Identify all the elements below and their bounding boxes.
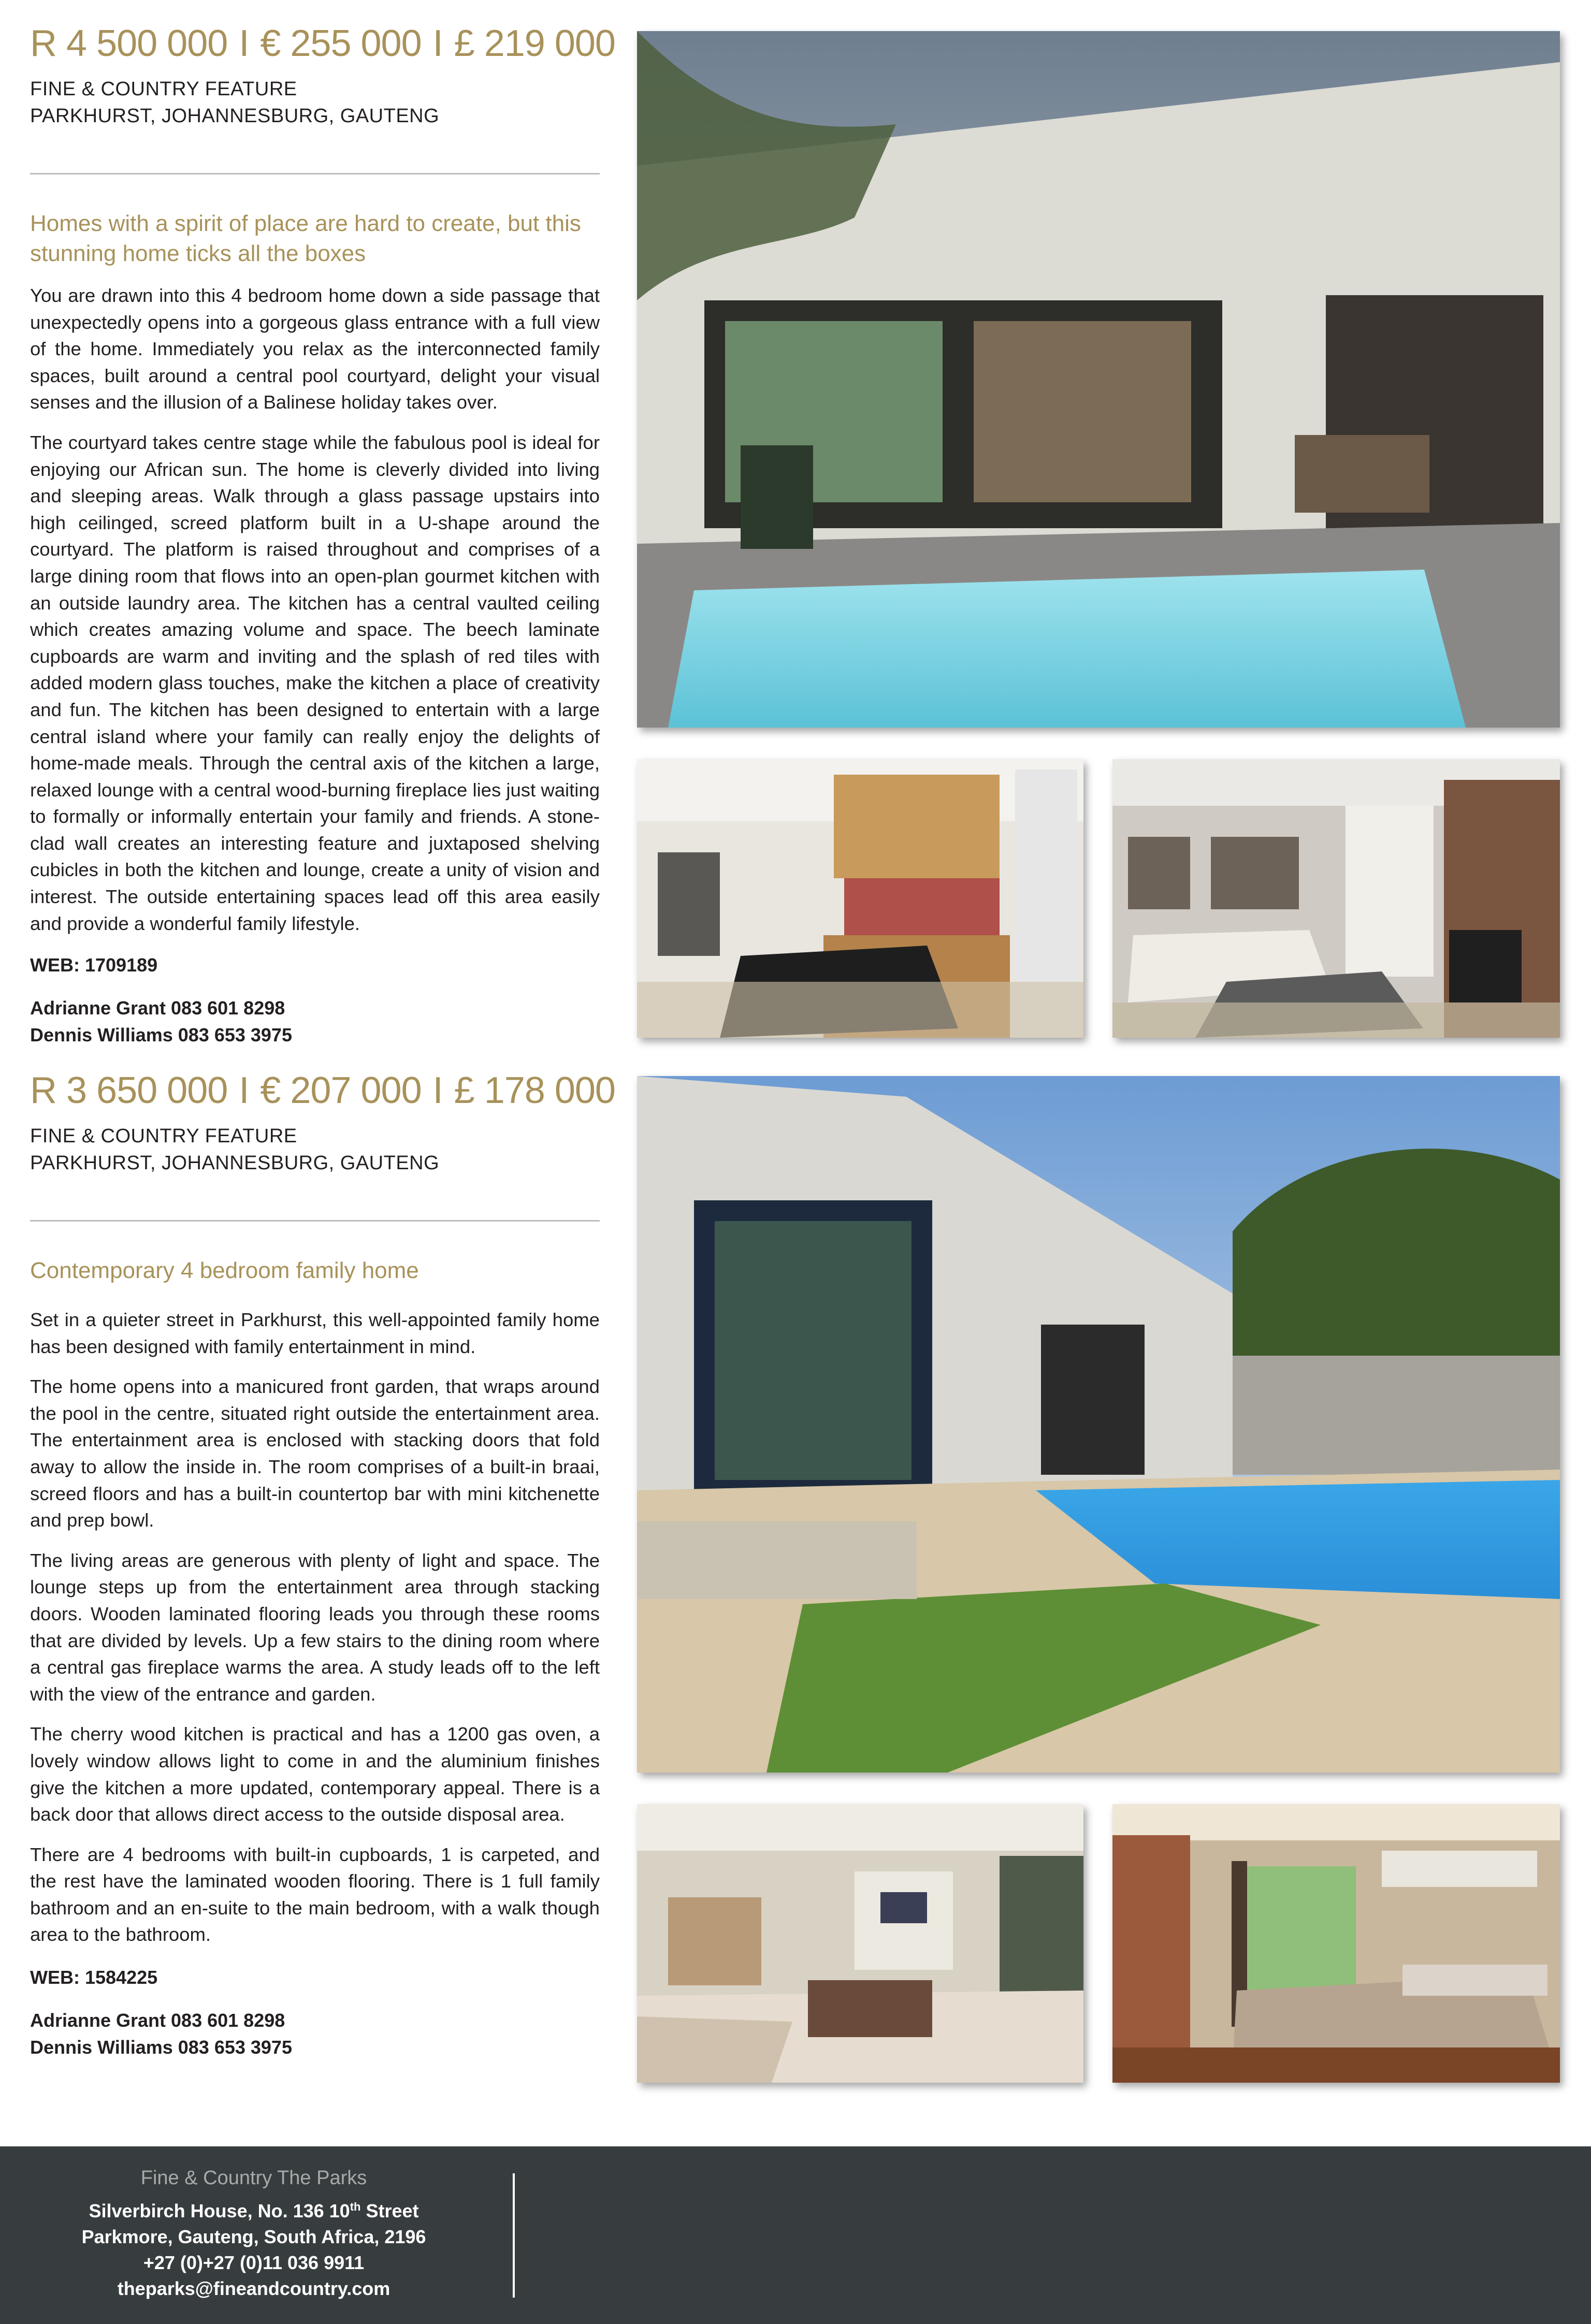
agent-contact: Dennis Williams 083 653 3975 (30, 1024, 292, 1046)
photo-lounge (1112, 759, 1560, 1038)
feature-label: FINE & COUNTRY FEATURE (30, 1125, 297, 1147)
photo-courtyard-pool (637, 31, 1560, 728)
price-separator: I (432, 1070, 443, 1111)
web-reference: WEB: 1584225 (30, 1967, 158, 1988)
price-eur: € 255 000 (260, 23, 422, 64)
listing-1-price (30, 23, 615, 64)
body-paragraph: There are 4 bedrooms with built-in cupboards, 1 is carpeted, and the rest have the laminated wooden flooring. There is 1 full family bathroom and an en-suite to the main bedroom, with a walk though area to the bathroom. (30, 1843, 600, 1945)
price-zar: R 3 650 000 (30, 1070, 228, 1111)
body-paragraph: Set in a quieter street in Parkhurst, this well-appointed family home has been designed with family entertainment in mind. (30, 1309, 600, 1357)
footer (0, 2146, 1591, 2324)
listing-1 (0, 0, 1591, 1051)
office-address-line-1 (0, 2200, 508, 2222)
listing-2 (0, 1051, 1591, 2128)
office-phone[interactable]: +27 (0)+27 (0)11 036 9911 (143, 2252, 365, 2273)
body-paragraph: The home opens into a manicured front garden, that wraps around the pool in the centre, situated right outside the entertainment area. The entertainment area is enclosed with stacking doors that fold away to allow the inside in. The room comprises of a built-in braai, screed floors and has a built-in countertop bar with mini kitchenette and prep bowl. (30, 1376, 600, 1531)
price-zar: R 4 500 000 (30, 23, 228, 64)
agent-contact: Adrianne Grant 083 601 8298 (30, 2010, 285, 2031)
photo-living-room (637, 1804, 1083, 2083)
address-text: Silverbirch House, No. 136 10 (89, 2200, 350, 2221)
price-gbp: £ 178 000 (454, 1070, 615, 1111)
headline: Contemporary 4 bedroom family home (30, 1258, 419, 1283)
photo-bedroom (1112, 1804, 1560, 2083)
location: PARKHURST, JOHANNESBURG, GAUTENG (30, 105, 440, 127)
headline: Homes with a spirit of place are hard to create, but this stunning home ticks all the boxes (30, 211, 581, 266)
footer-divider (513, 2173, 515, 2298)
body-paragraph: You are drawn into this 4 bedroom home down a side passage that unexpectedly opens into a gorgeous glass entrance with a full view of the home. Immediately you relax as the interconnected family spaces, built around a central pool courtyard, delight your visual senses and the illusion of a Balinese holiday takes over. (30, 285, 600, 413)
price-separator: I (432, 23, 443, 64)
body-paragraph: The cherry wood kitchen is practical and has a 1200 gas oven, a lovely window allows light to come in and the aluminium finishes give the kitchen a more updated, contemporary appeal. There is a back door that allows direct access to the outside disposal area. (30, 1723, 600, 1825)
address-superscript: th (350, 2200, 361, 2213)
price-separator: I (239, 1070, 249, 1111)
price-eur: € 207 000 (260, 1070, 422, 1111)
office-address-line-2: Parkmore, Gauteng, South Africa, 2196 (81, 2226, 426, 2247)
photo-kitchen (637, 759, 1083, 1038)
divider (30, 1220, 600, 1222)
listing-2-details (30, 1070, 615, 2061)
photo-garden-pool (637, 1076, 1560, 1773)
price-gbp: £ 219 000 (454, 23, 615, 64)
body-paragraph: The courtyard takes centre stage while the fabulous pool is ideal for enjoying our African sun. The home is cleverly divided into living and sleeping areas. Walk through a glass passage upstairs into high ceilinged, screed platform built in a U-shape around the courtyard. The platform is raised throughout and comprises of a large dining room that flows into an open-plan gourmet kitchen with an outside laundry area. The kitchen has a central vaulted ceiling which creates amazing volume and space. The beech laminate cupboards are warm and inviting and the splash of red tiles with added modern glass touches, make the kitchen a place of creativity and fun. The kitchen has been designed to entertain with a large central island where your family can really enjoy the delights of home-made meals. Through the central axis of the kitchen a large, relaxed lounge with a central wood-burning fireplace lies just waiting to formally or informally entertain your family and friends. A stone-clad wall creates an interesting feature and juxtaposed shelving cubicles in both the kitchen and lounge, create a unity of vision and interest. The outside entertaining spaces lead off this area easily and provide a wonderful family lifestyle. (30, 431, 600, 934)
office-name: Fine & Country The Parks (140, 2167, 367, 2189)
price-separator: I (239, 23, 249, 64)
web-reference: WEB: 1709189 (30, 954, 158, 976)
address-text: Street (360, 2200, 419, 2221)
listing-1-details (30, 23, 615, 1049)
agent-contact: Adrianne Grant 083 601 8298 (30, 997, 285, 1019)
location: PARKHURST, JOHANNESBURG, GAUTENG (30, 1152, 440, 1174)
feature-label: FINE & COUNTRY FEATURE (30, 78, 297, 100)
listing-2-price (30, 1070, 615, 1111)
body-paragraph: The living areas are generous with plenty of light and space. The lounge steps up from the entertainment area through stacking doors. Wooden laminated flooring leads you through these rooms that are divided by levels. Up a few stairs to the dining room where a central gas fireplace warms the area. A study leads off to the left with the view of the entrance and garden. (30, 1549, 600, 1705)
agent-contact: Dennis Williams 083 653 3975 (30, 2037, 292, 2058)
divider (30, 173, 600, 175)
office-email[interactable]: theparks@fineandcountry.com (117, 2278, 390, 2299)
